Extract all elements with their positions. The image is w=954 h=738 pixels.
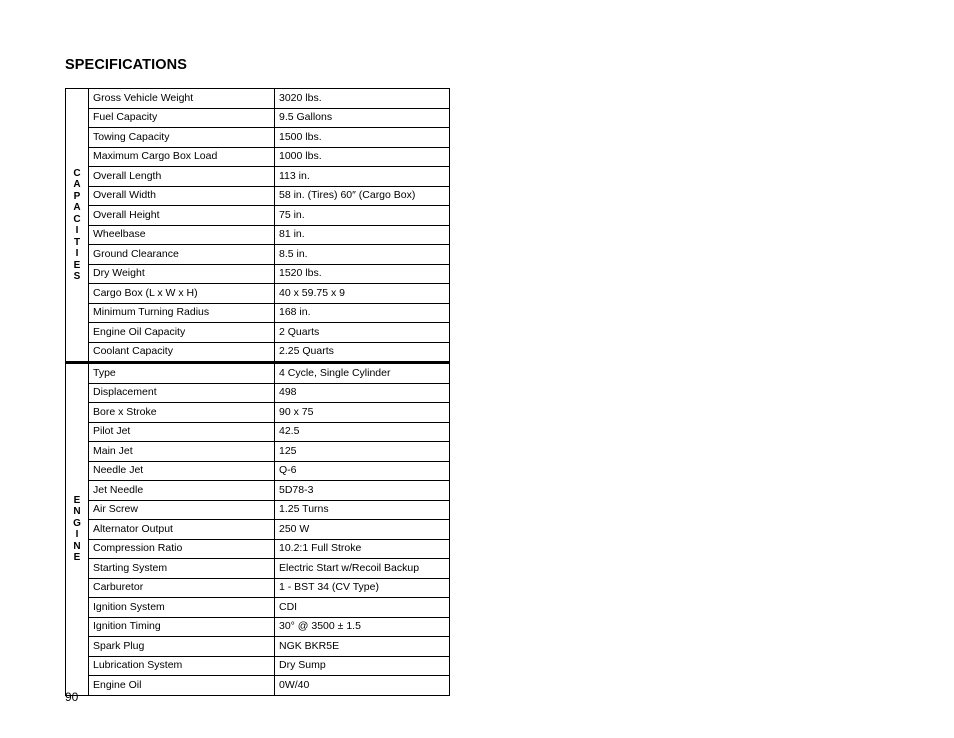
table-row	[66, 186, 450, 206]
spec-value: 498	[275, 383, 450, 403]
spec-value: 42.5	[275, 422, 450, 442]
table-row	[66, 167, 450, 187]
table-row	[66, 617, 450, 637]
spec-value: 30° @ 3500 ± 1.5	[275, 617, 450, 637]
spec-name: Alternator Output	[89, 520, 275, 540]
spec-value: 1000 lbs.	[275, 147, 450, 167]
spec-name: Overall Length	[89, 167, 275, 187]
spec-value: 58 in. (Tires) 60″ (Cargo Box)	[275, 186, 450, 206]
spec-value: 250 W	[275, 520, 450, 540]
spec-name: Engine Oil Capacity	[89, 323, 275, 343]
spec-name: Ignition Timing	[89, 617, 275, 637]
spec-name: Minimum Turning Radius	[89, 303, 275, 323]
spec-name: Gross Vehicle Weight	[89, 89, 275, 109]
table-row	[66, 442, 450, 462]
spec-value: 9.5 Gallons	[275, 108, 450, 128]
table-row	[66, 206, 450, 226]
spec-name: Lubrication System	[89, 656, 275, 676]
table-row	[66, 284, 450, 304]
spec-name: Overall Height	[89, 206, 275, 226]
spec-value: 90 x 75	[275, 403, 450, 423]
spec-name: Needle Jet	[89, 461, 275, 481]
table-row	[66, 303, 450, 323]
table-row	[66, 656, 450, 676]
table-row	[66, 108, 450, 128]
spec-value: 168 in.	[275, 303, 450, 323]
table-row	[66, 245, 450, 265]
spec-value: 3020 lbs.	[275, 89, 450, 109]
table-row	[66, 147, 450, 167]
specifications-table	[65, 88, 450, 696]
spec-value: 0W/40	[275, 676, 450, 696]
spec-value: NGK BKR5E	[275, 637, 450, 657]
specifications-table-body	[66, 89, 450, 696]
spec-name: Ground Clearance	[89, 245, 275, 265]
spec-name: Main Jet	[89, 442, 275, 462]
section-label-text: E N G I N E	[73, 494, 81, 564]
table-row	[66, 89, 450, 109]
spec-value: 81 in.	[275, 225, 450, 245]
table-row	[66, 342, 450, 363]
spec-name: Engine Oil	[89, 676, 275, 696]
spec-name: Carburetor	[89, 578, 275, 598]
table-row	[66, 422, 450, 442]
spec-value: 1520 lbs.	[275, 264, 450, 284]
table-row	[66, 578, 450, 598]
spec-value: 125	[275, 442, 450, 462]
spec-value: Q-6	[275, 461, 450, 481]
spec-name: Cargo Box (L x W x H)	[89, 284, 275, 304]
section-label-engine	[66, 363, 89, 696]
table-row	[66, 363, 450, 384]
spec-value: 1500 lbs.	[275, 128, 450, 148]
table-row	[66, 539, 450, 559]
spec-value: 75 in.	[275, 206, 450, 226]
table-row	[66, 481, 450, 501]
table-row	[66, 225, 450, 245]
spec-value: 5D78-3	[275, 481, 450, 501]
spec-name: Starting System	[89, 559, 275, 579]
spec-name: Ignition System	[89, 598, 275, 618]
spec-name: Pilot Jet	[89, 422, 275, 442]
spec-value: 113 in.	[275, 167, 450, 187]
table-row	[66, 500, 450, 520]
table-row	[66, 128, 450, 148]
spec-name: Type	[89, 363, 275, 384]
spec-value: 40 x 59.75 x 9	[275, 284, 450, 304]
spec-name: Jet Needle	[89, 481, 275, 501]
spec-name: Air Screw	[89, 500, 275, 520]
page-number: 90	[65, 690, 79, 704]
section-label-capacities	[66, 89, 89, 363]
table-row	[66, 637, 450, 657]
table-row	[66, 403, 450, 423]
spec-value: 1.25 Turns	[275, 500, 450, 520]
spec-name: Compression Ratio	[89, 539, 275, 559]
page-title: SPECIFICATIONS	[65, 57, 187, 73]
spec-name: Wheelbase	[89, 225, 275, 245]
table-row	[66, 676, 450, 696]
table-row	[66, 383, 450, 403]
spec-value: 2.25 Quarts	[275, 342, 450, 363]
spec-name: Maximum Cargo Box Load	[89, 147, 275, 167]
spec-name: Towing Capacity	[89, 128, 275, 148]
spec-value: Electric Start w/Recoil Backup	[275, 559, 450, 579]
spec-value: 2 Quarts	[275, 323, 450, 343]
section-label-text: C A P A C I T I E S	[73, 167, 81, 282]
table-row	[66, 559, 450, 579]
table-row	[66, 461, 450, 481]
spec-value: CDI	[275, 598, 450, 618]
spec-name: Displacement	[89, 383, 275, 403]
spec-value: 4 Cycle, Single Cylinder	[275, 363, 450, 384]
spec-name: Bore x Stroke	[89, 403, 275, 423]
table-row	[66, 323, 450, 343]
spec-value: 8.5 in.	[275, 245, 450, 265]
spec-value: 10.2:1 Full Stroke	[275, 539, 450, 559]
spec-name: Overall Width	[89, 186, 275, 206]
table-row	[66, 264, 450, 284]
spec-name: Spark Plug	[89, 637, 275, 657]
spec-name: Coolant Capacity	[89, 342, 275, 363]
spec-value: Dry Sump	[275, 656, 450, 676]
spec-name: Fuel Capacity	[89, 108, 275, 128]
table-row	[66, 520, 450, 540]
spec-name: Dry Weight	[89, 264, 275, 284]
spec-value: 1 - BST 34 (CV Type)	[275, 578, 450, 598]
table-row	[66, 598, 450, 618]
